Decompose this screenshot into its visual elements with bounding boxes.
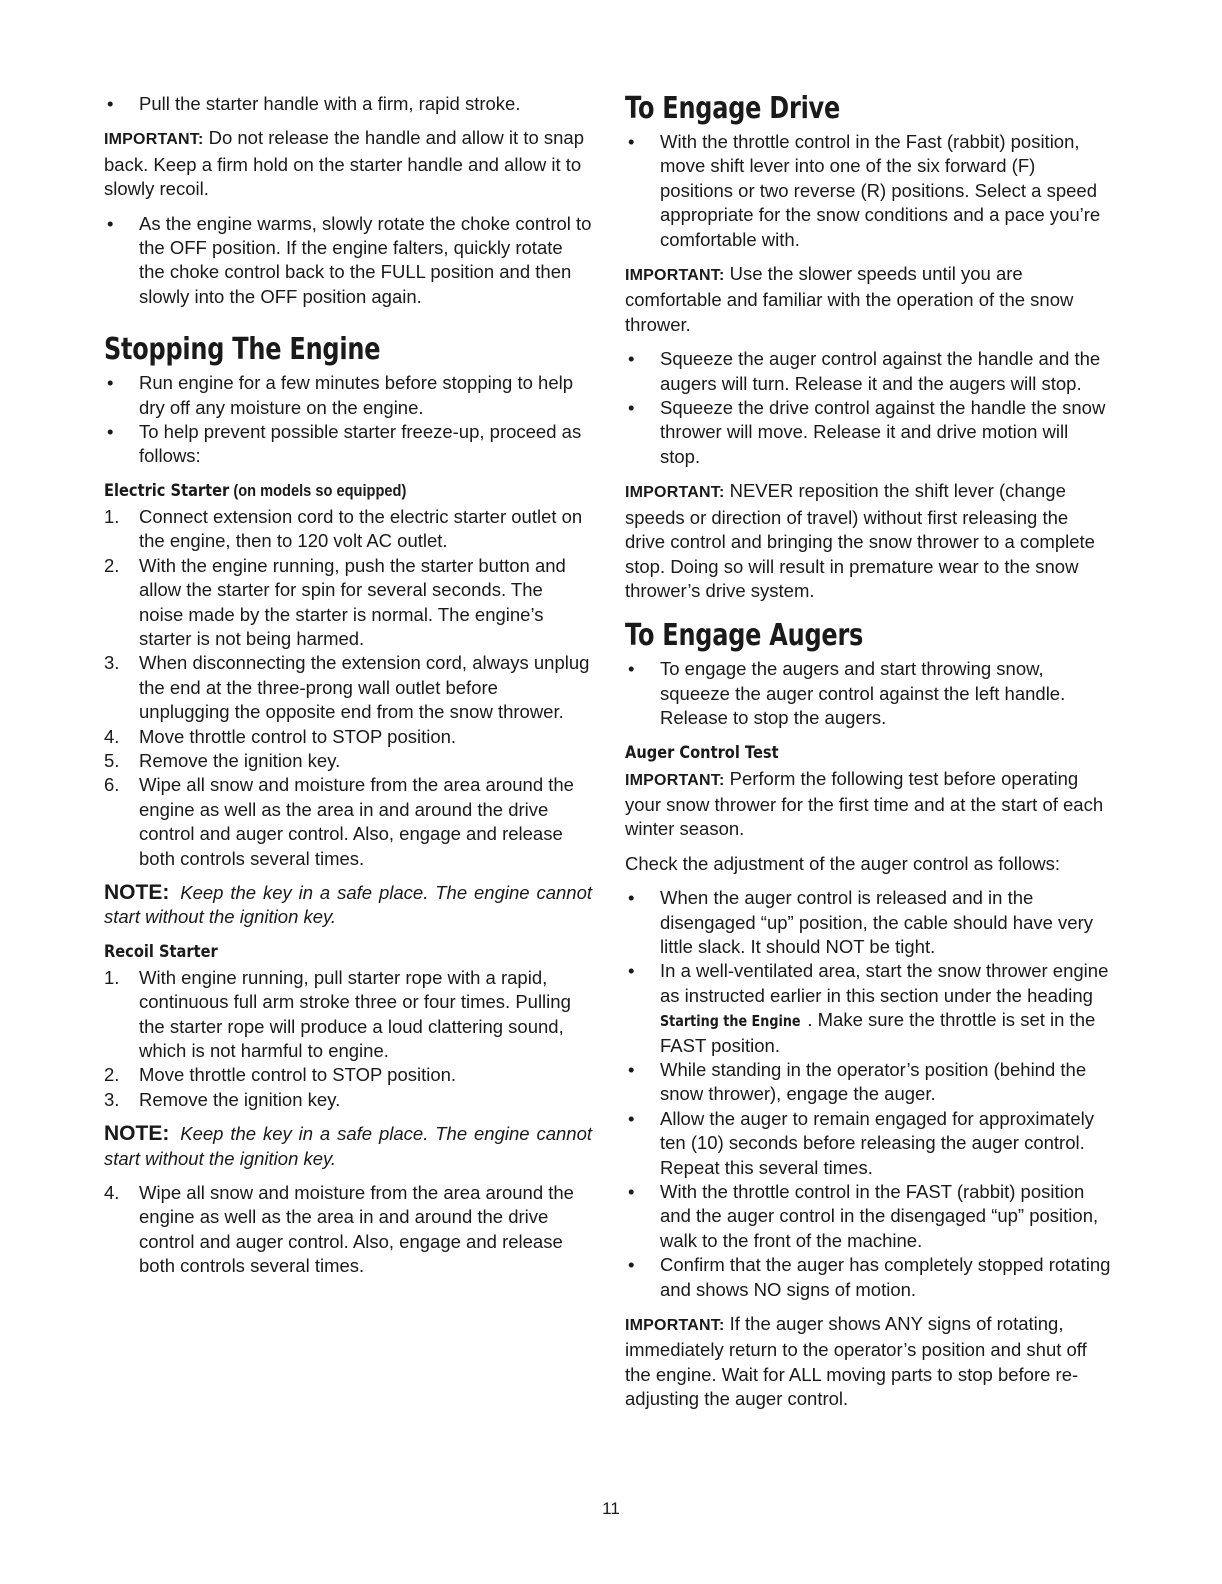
list-item (104, 651, 592, 724)
drive-list-2 (625, 347, 1112, 469)
important-note (625, 767, 1112, 842)
subheading-text: Electric Starter (104, 480, 230, 501)
step-text: Remove the ignition key. (139, 1088, 341, 1110)
note-callout (104, 881, 592, 930)
step-number: 4. (104, 1182, 120, 1204)
step-text: Remove the ignition key. (139, 749, 341, 771)
list-item (104, 1181, 592, 1279)
section-heading-engage-augers: To Engage Augers (625, 618, 864, 654)
step-number: 2. (104, 554, 120, 576)
list-item: • When the auger control is released and in the disengaged “up” position, the cable should have very little slack. It should NOT be tight. (625, 886, 1112, 959)
subheading-auger-control-test: Auger Control Test (625, 742, 779, 763)
list-item: • To engage the augers and start throwing snow, squeeze the auger control against the left handle. Release to stop the augers. (625, 657, 1112, 730)
important-label: IMPORTANT: (625, 771, 725, 789)
step-text: With engine running, pull starter rope with a rapid, continuous full arm stroke three or four times. Pulling the starter rope will produce a loud clattering sound, which is not harmful to engine. (139, 966, 571, 1061)
list-item: • Pull the starter handle with a firm, rapid stroke. (104, 92, 592, 116)
check-intro: Check the adjustment of the auger control as follows: (625, 852, 1060, 874)
left-column (104, 92, 592, 1289)
important-text: If the auger shows ANY signs of rotating, immediately return to the operator’s position and shut off the engine. Wait for ALL moving parts to stop before re-adjusting the auger control. (625, 1313, 1087, 1410)
right-column (625, 92, 1112, 1422)
stopping-list (104, 371, 592, 469)
step-number: 3. (104, 652, 120, 674)
step-text: When disconnecting the extension cord, always unplug the end at the three-prong wall outlet before unplugging the opposite end from the snow thrower. (139, 652, 590, 723)
step-text: Move throttle control to STOP position. (139, 725, 457, 747)
intro-list (104, 92, 592, 116)
drive-list (625, 130, 1112, 252)
list-item: • Run engine for a few minutes before stopping to help dry off any moisture on the engine. (104, 371, 592, 420)
step-number: 2. (104, 1064, 120, 1086)
step-text: Connect extension cord to the electric starter outlet on the engine, then to 120 volt AC outlet. (139, 505, 583, 552)
augers-list (625, 657, 1112, 730)
subheading-recoil-starter: Recoil Starter (104, 941, 218, 962)
recoil-steps (104, 966, 592, 1112)
page-number: 11 (602, 1499, 620, 1518)
important-label: IMPORTANT: (104, 131, 204, 149)
step-number: 3. (104, 1088, 120, 1110)
subheading-qualifier: (on models so equipped) (229, 480, 407, 500)
list-item (625, 959, 1112, 1058)
list-item (104, 554, 592, 652)
electric-steps (104, 505, 592, 871)
list-item: • While standing in the operator’s position (behind the snow thrower), engage the auger. (625, 1058, 1112, 1107)
note-text: Keep the key in a safe place. The engine cannot start without the ignition key. (104, 881, 592, 928)
step-number: 6. (104, 774, 120, 796)
list-item: • Squeeze the auger control against the handle and the augers will turn. Release it and the augers will stop. (625, 347, 1112, 396)
list-item: • Allow the auger to remain engaged for approximately ten (10) seconds before releasing the auger control. Repeat this several times. (625, 1107, 1112, 1180)
important-text: Use the slower speeds until you are comfortable and familiar with the operation of the snow thrower. (625, 263, 1074, 335)
recoil-steps-continued (104, 1181, 592, 1279)
important-text: Perform the following test before operating your snow thrower for the first time and at the start of each winter season. (625, 767, 1104, 840)
step-number: 4. (104, 725, 120, 747)
cross-reference: Starting the Engine (660, 1012, 801, 1031)
note-label: NOTE: (104, 1122, 170, 1146)
important-label: IMPORTANT: (625, 484, 725, 502)
list-item (104, 773, 592, 871)
list-item (104, 749, 592, 773)
important-note (104, 126, 592, 201)
list-item (104, 966, 592, 1064)
important-note (625, 1312, 1112, 1412)
section-heading-stopping: Stopping The Engine (104, 332, 381, 368)
important-note (625, 479, 1112, 603)
step-number: 1. (104, 505, 120, 527)
list-item-text: . Make sure the throttle is set in the FAST position. (660, 1009, 1096, 1056)
note-text: Keep the key in a safe place. The engine cannot start without the ignition key. (104, 1123, 592, 1169)
step-number: 1. (104, 966, 120, 988)
step-text: Wipe all snow and moisture from the area around the engine as well as the area in and around the drive control and auger control. Also, engage and release both controls several times. (139, 774, 574, 869)
note-label: NOTE: (104, 880, 170, 904)
list-item: • Squeeze the drive control against the handle the snow thrower will move. Release it and drive motion will stop. (625, 396, 1112, 469)
important-note (625, 262, 1112, 337)
section-heading-engage-drive: To Engage Drive (625, 91, 841, 126)
step-text: Wipe all snow and moisture from the area around the engine as well as the area in and around the drive control and auger control. Also, engage and release both controls several times. (139, 1182, 574, 1277)
list-item: • As the engine warms, slowly rotate the choke control to the OFF position. If the engine falters, quickly rotate the choke control back to the FULL position and then slowly into the OFF position again. (104, 212, 592, 310)
step-text: With the engine running, push the starter button and allow the starter for spin for several seconds. The noise made by the starter is normal. The engine’s starter is not being harmed. (139, 554, 566, 649)
list-item (104, 1088, 592, 1112)
important-label: IMPORTANT: (625, 267, 725, 285)
list-item-text: In a well-ventilated area, start the snow thrower engine as instructed earlier in this section under the heading (660, 960, 1109, 1006)
choke-list (104, 212, 592, 310)
important-label: IMPORTANT: (625, 1317, 725, 1335)
subheading-electric-starter (104, 479, 524, 503)
list-item: • With the throttle control in the Fast (rabbit) position, move shift lever into one of the six forward (F) positions or two reverse (R) positions. Select a speed appropriate for the snow conditions and a pace you’re comfortable with. (625, 130, 1112, 252)
list-item (104, 725, 592, 749)
step-number: 5. (104, 749, 120, 771)
list-item (104, 505, 592, 554)
important-text: NEVER reposition the shift lever (change speeds or direction of travel) without first releasing the drive control and bringing the snow thrower to a complete stop. Doing so will result in premature wear to the snow thrower’s drive system. (625, 480, 1095, 601)
step-text: Move throttle control to STOP position. (139, 1064, 457, 1086)
list-item (104, 1063, 592, 1087)
list-item: • With the throttle control in the FAST (rabbit) position and the auger control in the disengaged “up” position, walk to the front of the machine. (625, 1180, 1112, 1253)
important-text: Do not release the handle and allow it to snap back. Keep a firm hold on the starter handle and allow it to slowly recoil. (104, 127, 585, 200)
note-callout (104, 1122, 592, 1171)
list-item: • Confirm that the auger has completely stopped rotating and shows NO signs of motion. (625, 1253, 1112, 1302)
list-item: • To help prevent possible starter freeze-up, proceed as follows: (104, 420, 592, 469)
check-list (625, 886, 1112, 1302)
